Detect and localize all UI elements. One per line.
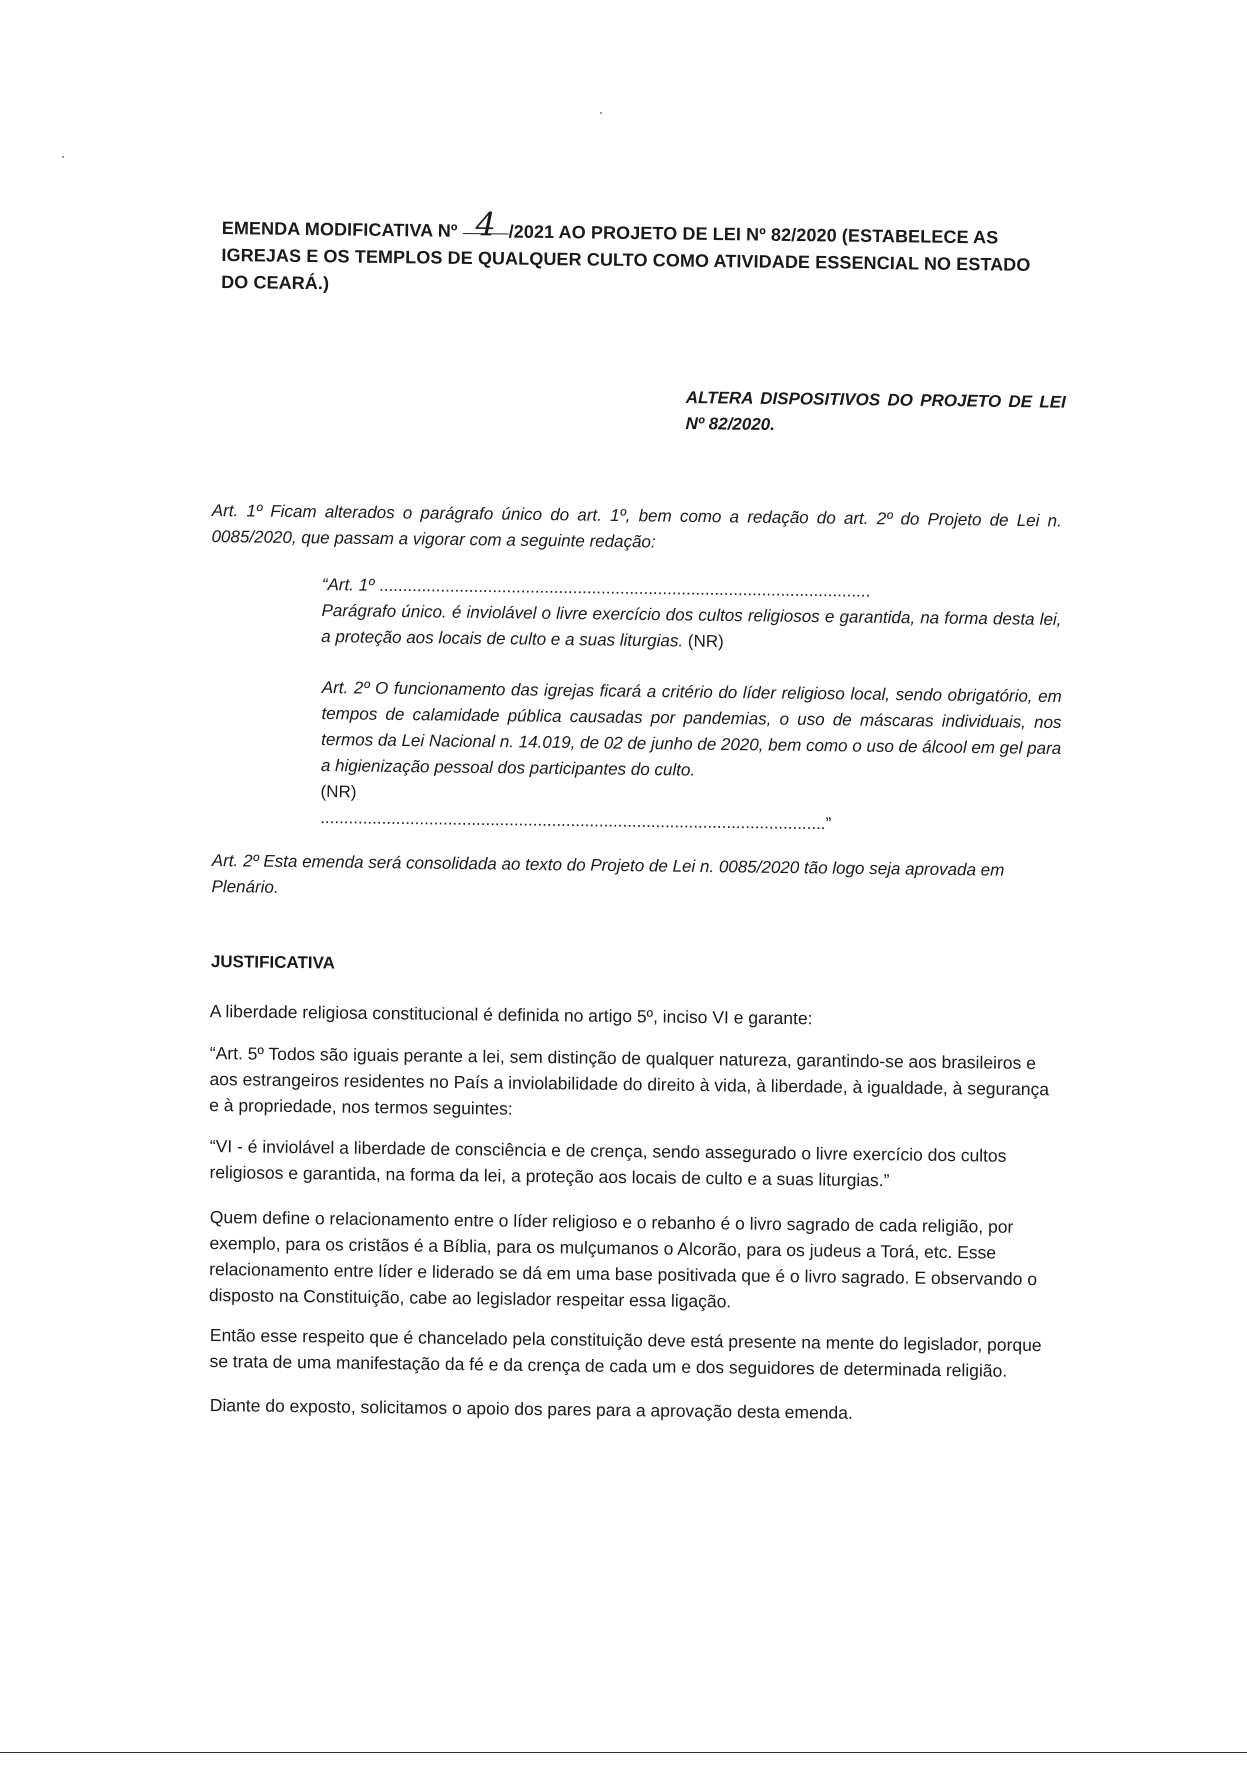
quoted-article-1-block: [321, 572, 1062, 659]
quoted-article-2-block: [320, 675, 1062, 840]
justificativa-paragraph: Diante do exposto, solicitamos o apoio dos pares para a aprovação desta emenda.: [209, 1394, 853, 1423]
justificativa-paragraph: “VI - é inviolável a liberdade de consciência e de crença, sendo assegurado o livre exercício dos cultos religiosos e garantida, na forma da lei, a proteção aos locais de culto e a suas liturgias.”: [209, 1135, 1007, 1191]
title-suffix: /2021 AO PROJETO DE LEI Nº 82/2020 (ESTABELECE AS IGREJAS E OS TEMPLOS DE QUALQUER CULTO COMO ATIVIDADE ESSENCIAL NO ESTADO DO CEARÁ.): [221, 221, 1031, 294]
document-title: [221, 205, 1062, 306]
justificativa-heading: JUSTIFICATIVA: [210, 952, 336, 973]
quoted-article-2: Art. 2º O funcionamento das igrejas ficará a critério do líder religioso local, sendo obrigatório, em tempos de calamidade pública causadas por pandemias, o uso de máscaras individuais, nos termos da Lei Nacional n. 14.019, de 02 de junho de 2020, bem como o uso de álcool em gel para a higienização pessoal dos participantes do culto.: [320, 677, 1062, 780]
quoted-closing-mark: ”: [825, 814, 832, 834]
justificativa-paragraph: Quem define o relacionamento entre o líder religioso e o rebanho é o livro sagrado de cada religião, por exemplo, para os cristãos é a Bíblia, para os mulçumanos o Alcorão, para os judeus a Torá, etc. Esse relacionamento entre líder e liderado se dá em uma base positivada que é o livro sagrado. E observando o disposto na Constituição, cabe ao legislador respeitar essa ligação.: [208, 1206, 1038, 1312]
quoted-art2-nr: (NR): [320, 781, 357, 802]
justificativa-paragraph: “Art. 5º Todos são iguais perante a lei, sem distinção de qualquer natureza, garantindo-se aos brasileiros e aos estrangeiros residentes no País a inviolabilidade do direito à vida, à liberdade, à igualdade, à segurança e à propriedade, nos termos seguintes:: [209, 1042, 1050, 1119]
justificativa-paragraph: Então esse respeito que é chancelado pela constituição deve está presente na mente do legislador, porque se trata de uma manifestação da fé e da crença de cada um e dos seguidores de determinada religião.: [209, 1324, 1042, 1381]
quoted-closing-dots: ...........................................................................................................: [320, 807, 826, 834]
scan-speck: [600, 112, 602, 114]
quoted-paragrafo-unico: Parágrafo único. é inviolável o livre exercício dos cultos religiosos e garantida, na forma desta lei, a proteção aos locais de culto e a suas liturgias.: [321, 600, 1062, 651]
quoted-art1-dots: ........................................................................................................: [378, 575, 871, 601]
article-2-final: Art. 2º Esta emenda será consolidada ao texto do Projeto de Lei n. 0085/2020 tão logo seja aprovada em Plenário.: [211, 850, 1005, 897]
scan-speck: [62, 156, 64, 158]
scan-bottom-edge-line: [0, 1752, 1247, 1753]
handwritten-amendment-number: 4: [463, 215, 509, 235]
justificativa-paragraph: A liberdade religiosa constitucional é definida no artigo 5º, inciso VI e garante:: [209, 1000, 813, 1029]
quoted-art1-label: “Art. 1º: [321, 574, 375, 595]
title-prefix: EMENDA MODIFICATIVA Nº: [221, 217, 463, 241]
ementa: ALTERA DISPOSITIVOS DO PROJETO DE LEI Nº 82/2020.: [685, 387, 1066, 435]
quoted-paragrafo-nr: (NR): [683, 631, 724, 651]
quoted-paragrafo-line: [321, 598, 1062, 659]
article-1-intro: Art. 1º Ficam alterados o parágrafo único do art. 1º, bem como a redação do art. 2º do Projeto de Lei n. 0085/2020, que passam a vigorar com a seguinte redação:: [211, 500, 1062, 552]
